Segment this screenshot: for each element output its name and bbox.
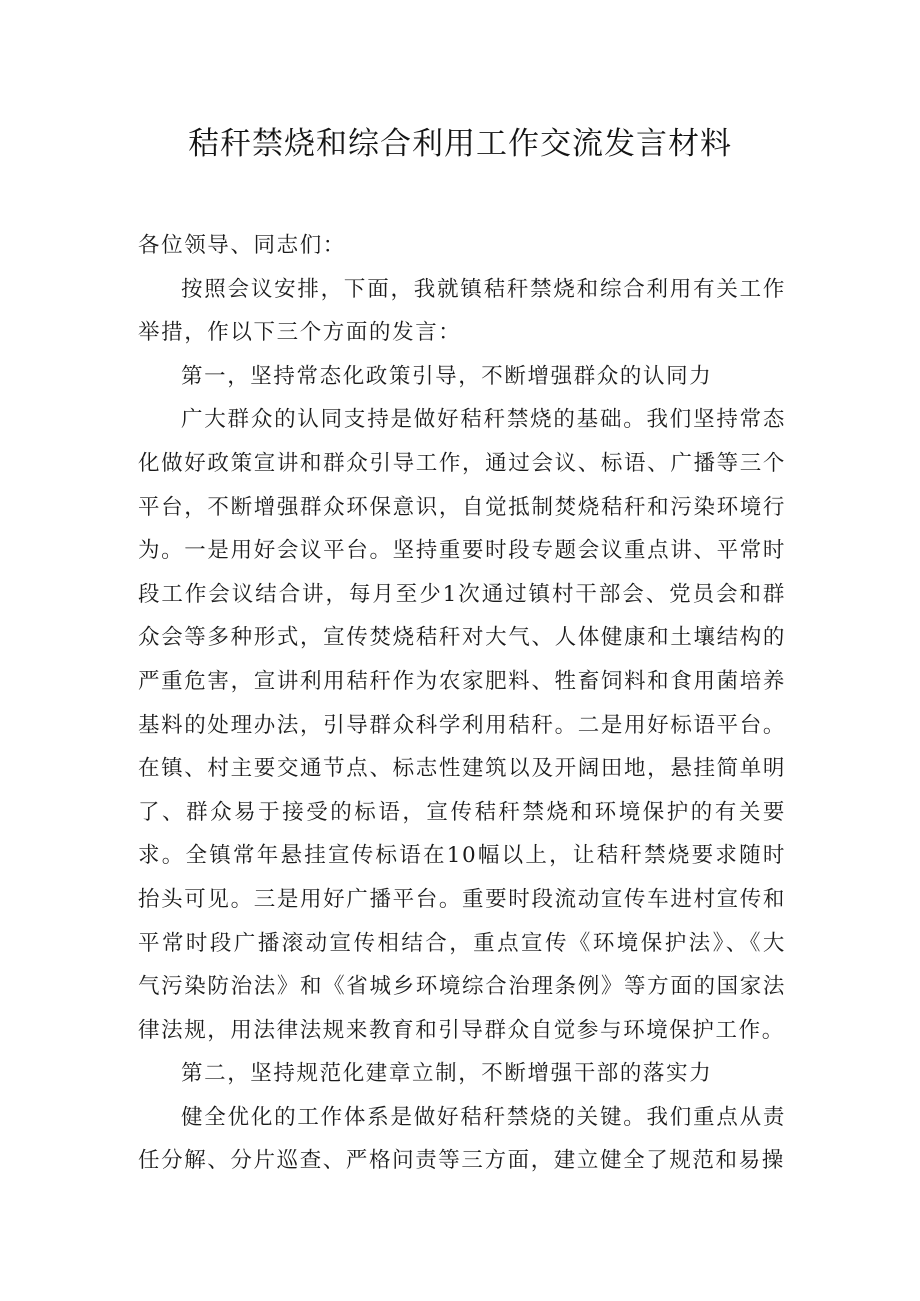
document-body [138, 224, 786, 1183]
salutation: 各位领导、同志们： [138, 233, 346, 258]
body-paragraph: 健全优化的工作体系是做好秸秆禁烧的关键。我们重点从责任分解、分片巡查、严格问责等三方面，建立健全了规范和易操 [138, 1104, 786, 1174]
intro-paragraph: 按照会议安排，下面，我就镇秸秆禁烧和综合利用有关工作举措，作以下三个方面的发言： [138, 276, 786, 346]
section-heading-2: 第二，坚持规范化建章立制，不断增强干部的落实力 [181, 1061, 713, 1087]
section-heading-1: 第一，坚持常态化政策引导，不断增强群众的认同力 [181, 363, 713, 389]
body-paragraph: 广大群众的认同支持是做好秸秆禁烧的基础。我们坚持常态化做好政策宣讲和群众引导工作，通过会议、标语、广播等三个平台，不断增强群众环保意识，自觉抵制焚烧秸秆和污染环境行为。一是用好会议平台。坚持重要时段专题会议重点讲、平常时段工作会议结合讲，每月至少1次通过镇村干部会、党员会和群众会等多种形式，宣传焚烧秸秆对大气、人体健康和土壤结构的严重危害，宣讲利用秸秆作为农家肥料、牲畜饲料和食用菌培养基料的处理办法，引导群众科学利用秸秆。二是用好标语平台。在镇、村主要交通节点、标志性建筑以及开阔田地，悬挂简单明了、群众易于接受的标语，宣传秸秆禁烧和环境保护的有关要求。全镇常年悬挂宣传标语在10幅以上，让秸秆禁烧要求随时抬头可见。三是用好广播平台。重要时段流动宣传车进村宣传和平常时段广播滚动宣传相结合，重点宣传《环境保护法》、《大气污染防治法》和《省城乡环境综合治理条例》等方面的国家法律法规，用法律法规来教育和引导群众自觉参与环境保护工作。 [138, 407, 786, 1043]
document-title: 秸秆禁烧和综合利用工作交流发言材料 [188, 126, 732, 162]
